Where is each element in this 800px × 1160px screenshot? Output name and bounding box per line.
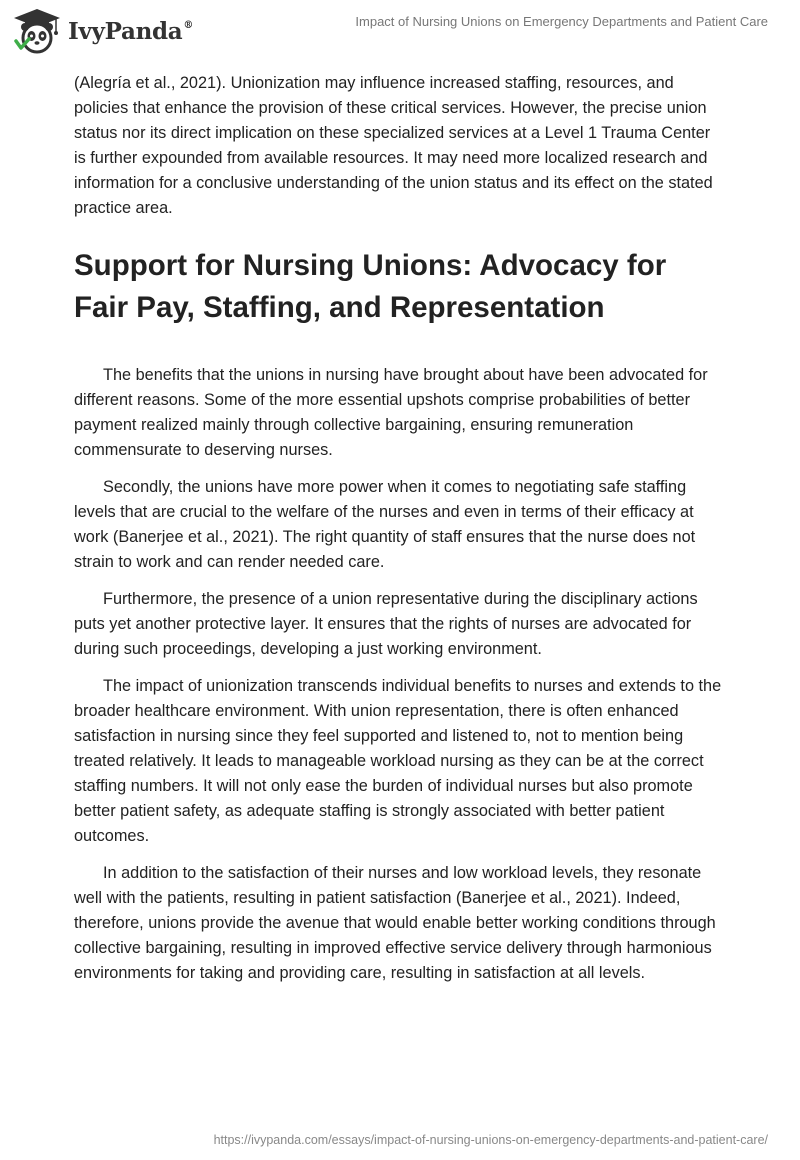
body-paragraph-5: In addition to the satisfaction of their nurses and low workload levels, they resonate well with the patients, resulting in patient satisfaction (Banerjee et al., 2021). Indeed, therefore, unions provide the avenue that would enable better working conditions through collective bargaining, resulting in improved effective service delivery through harmonious environments for taking and providing care, resulting in satisfaction at all levels. (74, 864, 716, 982)
brand-name: IvyPanda® (68, 17, 194, 45)
section-heading: Support for Nursing Unions: Advocacy for Fair Pay, Staffing, and Representation (74, 249, 667, 324)
intro-paragraph: (Alegría et al., 2021). Unionization may influence increased staffing, resources, and policies that enhance the provision of these critical services. However, the precise union status nor its direct implication on these specialized services at a Level 1 Trauma Center is further expounded from available resources. It may need more localized research and information for a conclusive understanding of the union status and its effect on the stated practice area. (74, 74, 713, 217)
essay-content (74, 71, 726, 998)
body-paragraph-3: Furthermore, the presence of a union representative during the disciplinary actions puts yet another protective layer. It ensures that the rights of nurses are advocated for during such proceedings, developing a just working environment. (74, 590, 698, 658)
panda-graduate-logo-icon (12, 6, 62, 56)
source-url[interactable]: https://ivypanda.com/essays/impact-of-nursing-unions-on-emergency-departments-and-patient-care/ (213, 1133, 768, 1147)
body-paragraph-2: Secondly, the unions have more power when it comes to negotiating safe staffing levels that are crucial to the welfare of the nurses and even in terms of their efficacy at work (Banerjee et al., 2021). The right quantity of staff ensures that the nurse does not strain to work and can render needed care. (74, 478, 696, 571)
body-paragraph-1: The benefits that the unions in nursing have brought about have been advocated for different reasons. Some of the more essential upshots comprise probabilities of better payment realized mainly through collective bargaining, ensuring remuneration commensurate to deserving nurses. (74, 366, 708, 459)
ivypanda-logo[interactable] (12, 6, 193, 56)
body-paragraph-4: The impact of unionization transcends individual benefits to nurses and extends to the broader healthcare environment. With union representation, there is often enhanced satisfaction in nursing since they feel supported and listened to, not to mention being treated relatively. It leads to manageable workload nursing as they can be at the correct staffing numbers. It will not only ease the burden of individual nurses but also promote better patient safety, as adequate staffing is strongly associated with better patient outcomes. (74, 677, 722, 845)
header-document-title: Impact of Nursing Unions on Emergency Departments and Patient Care (355, 14, 768, 29)
page-header (0, 0, 800, 66)
